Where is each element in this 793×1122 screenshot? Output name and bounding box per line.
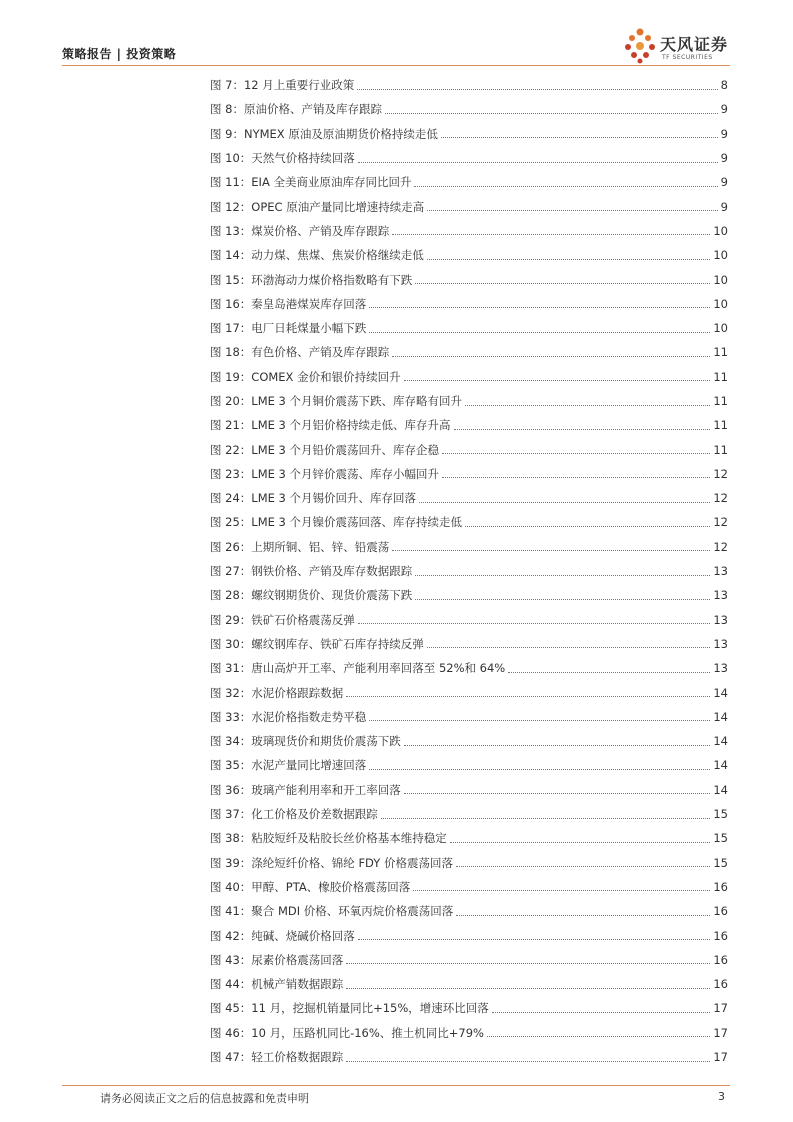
figure-index-list (210, 73, 728, 1069)
toc-entry-label: 图 17：电厂日耗煤量小幅下跌 (210, 321, 367, 336)
toc-leader-dots (381, 818, 711, 819)
toc-entry[interactable] (210, 340, 728, 364)
toc-entry-label: 图 14：动力煤、焦煤、焦炭价格继续走低 (210, 248, 424, 263)
toc-leader-dots (392, 234, 710, 235)
toc-entry-label: 图 21：LME 3 个月铝价格持续走低、库存升高 (210, 418, 451, 433)
toc-leader-dots (369, 769, 710, 770)
toc-entry-page: 15 (713, 807, 728, 822)
toc-leader-dots (413, 890, 710, 891)
toc-entry-page: 13 (713, 588, 728, 603)
toc-entry[interactable] (210, 510, 728, 534)
toc-entry-label: 图 20：LME 3 个月铜价震荡下跌、库存略有回升 (210, 394, 463, 408)
toc-entry-label: 图 10：天然气价格持续回落 (210, 151, 355, 166)
toc-entry[interactable] (210, 486, 728, 510)
toc-entry-label: 图 44：机械产销数据跟踪 (210, 977, 344, 992)
toc-entry-page: 16 (713, 928, 728, 943)
toc-entry[interactable] (210, 802, 728, 826)
toc-entry-page: 9 (720, 102, 728, 117)
toc-entry-page: 14 (713, 758, 728, 773)
toc-entry-page: 9 (720, 175, 728, 190)
toc-entry-label: 图 32：水泥价格跟踪数据 (210, 685, 344, 700)
logo-mark-icon (622, 26, 658, 66)
toc-entry-page: 10 (713, 223, 728, 238)
toc-entry-label: 图 19：COMEX 金价和银价持续回升 (210, 369, 401, 384)
toc-entry[interactable] (210, 632, 728, 656)
toc-entry-label: 图 16：秦皇岛港煤炭库存回落 (210, 296, 367, 311)
toc-entry-label: 图 42：纯碱、烧碱价格回落 (210, 928, 355, 943)
toc-leader-dots (415, 575, 710, 576)
toc-entry-page: 14 (713, 734, 728, 749)
toc-leader-dots (404, 745, 711, 746)
toc-leader-dots (441, 137, 718, 138)
toc-entry[interactable] (210, 583, 728, 607)
toc-entry-label: 图 22：LME 3 个月铅价震荡回升、库存企稳 (210, 442, 440, 457)
toc-entry[interactable] (210, 729, 728, 753)
toc-leader-dots (346, 696, 710, 697)
toc-entry[interactable] (210, 875, 728, 899)
toc-entry-label: 图 27：钢铁价格、产销及库存数据跟踪 (210, 564, 413, 579)
toc-entry[interactable] (210, 365, 728, 389)
toc-entry-label: 图 43：尿素价格震荡回落 (210, 952, 344, 967)
toc-entry-label: 图 8：原油价格、产销及库存跟踪 (210, 102, 382, 117)
toc-entry[interactable] (210, 559, 728, 583)
toc-entry-page: 11 (713, 345, 728, 360)
logo-text-cn: 天风证券 (660, 35, 729, 54)
toc-entry-label: 图 18：有色价格、产销及库存跟踪 (210, 345, 390, 360)
toc-entry[interactable] (210, 826, 728, 850)
toc-entry[interactable] (210, 122, 728, 146)
toc-entry[interactable] (210, 535, 728, 559)
toc-entry-label: 图 7：12 月上重要行业政策 (210, 78, 355, 93)
toc-entry-page: 17 (713, 1050, 728, 1065)
toc-entry[interactable] (210, 851, 728, 875)
toc-leader-dots (369, 307, 710, 308)
toc-leader-dots (427, 210, 717, 211)
toc-entry-page: 13 (713, 564, 728, 579)
toc-leader-dots (456, 866, 710, 867)
toc-entry-page: 14 (713, 782, 728, 797)
toc-entry-page: 10 (713, 248, 728, 263)
footer-disclaimer: 请务必阅读正文之后的信息披露和免责申明 (100, 1092, 309, 1105)
toc-entry[interactable] (210, 705, 728, 729)
toc-leader-dots (442, 477, 710, 478)
toc-leader-dots (465, 526, 710, 527)
toc-entry-page: 10 (713, 272, 728, 287)
toc-entry-page: 9 (720, 126, 728, 141)
toc-entry-label: 图 23：LME 3 个月锌价震荡、库存小幅回升 (210, 466, 440, 481)
toc-leader-dots (492, 1012, 711, 1013)
page-number: 3 (718, 1090, 725, 1103)
toc-entry-page: 11 (713, 442, 728, 457)
toc-entry[interactable] (210, 170, 728, 194)
toc-leader-dots (487, 1036, 710, 1037)
toc-entry[interactable] (210, 680, 728, 704)
toc-entry-label: 图 46：10 月，压路机同比-16%、推土机同比+79% (210, 1025, 484, 1040)
toc-leader-dots (419, 502, 710, 503)
toc-entry-label: 图 31：唐山高炉开工率、产能利用率回落至 52%和 64% (210, 661, 506, 676)
toc-entry-page: 13 (713, 636, 728, 651)
toc-leader-dots (392, 356, 710, 357)
toc-leader-dots (427, 259, 711, 260)
toc-entry-page: 13 (713, 661, 728, 676)
toc-entry[interactable] (210, 389, 728, 413)
logo-text-en: TF SECURITIES (662, 54, 713, 61)
toc-leader-dots (358, 162, 718, 163)
toc-entry-label: 图 34：玻璃现货价和期货价震荡下跌 (210, 734, 401, 749)
toc-entry-page: 13 (713, 612, 728, 627)
toc-entry-page: 17 (713, 1001, 728, 1016)
toc-leader-dots (392, 550, 710, 551)
toc-entry-label: 图 33：水泥价格指数走势平稳 (210, 709, 367, 724)
toc-entry-page: 14 (713, 709, 728, 724)
toc-leader-dots (346, 988, 710, 989)
toc-entry-label: 图 41：聚合 MDI 价格、环氧丙烷价格震荡回落 (210, 904, 454, 919)
toc-entry-label: 图 39：涤纶短纤价格、锦纶 FDY 价格震荡回落 (210, 855, 453, 870)
toc-entry-label: 图 45：11 月，挖掘机销量同比+15%，增速环比回落 (210, 1001, 489, 1016)
toc-entry-page: 17 (713, 1025, 728, 1040)
toc-leader-dots (450, 842, 711, 843)
toc-entry-label: 图 9：NYMEX 原油及原油期货价格持续走低 (210, 126, 438, 141)
toc-entry-label: 图 38：粘胶短纤及粘胶长丝价格基本维持稳定 (210, 831, 447, 846)
toc-entry-label: 图 40：甲醇、PTA、橡胶价格震荡回落 (210, 879, 411, 894)
toc-entry-page: 16 (713, 879, 728, 894)
toc-entry[interactable] (210, 753, 728, 777)
toc-entry-page: 12 (713, 466, 728, 481)
toc-entry-page: 14 (713, 685, 728, 700)
toc-entry-label: 图 37：化工价格及价差数据跟踪 (210, 807, 378, 822)
toc-entry-label: 图 29：铁矿石价格震荡反弹 (210, 612, 355, 627)
toc-leader-dots (404, 380, 711, 381)
toc-entry-page: 12 (713, 491, 728, 506)
toc-entry-page: 16 (713, 977, 728, 992)
toc-leader-dots (414, 186, 717, 187)
toc-entry-label: 图 25：LME 3 个月镍价震荡回落、库存持续走低 (210, 515, 463, 530)
toc-entry-label: 图 35：水泥产量同比增速回落 (210, 758, 367, 773)
toc-entry[interactable] (210, 656, 728, 680)
header-title: 策略报告 | 投资策略 (62, 47, 177, 61)
toc-entry-page: 16 (713, 904, 728, 919)
toc-leader-dots (357, 89, 717, 90)
toc-entry-page: 11 (713, 418, 728, 433)
toc-leader-dots (404, 793, 711, 794)
toc-entry-page: 11 (713, 369, 728, 384)
toc-entry[interactable] (210, 948, 728, 972)
toc-entry-label: 图 28：螺纹钢期货价、现货价震荡下跌 (210, 588, 413, 603)
toc-entry[interactable] (210, 778, 728, 802)
toc-entry-label: 图 26：上期所铜、铝、锌、铅震荡 (210, 539, 390, 554)
toc-entry[interactable] (210, 899, 728, 923)
toc-leader-dots (454, 429, 711, 430)
toc-entry[interactable] (210, 1021, 728, 1045)
toc-entry[interactable] (210, 243, 728, 267)
toc-entry-page: 10 (713, 296, 728, 311)
toc-entry-label: 图 11：EIA 全美商业原油库存同比回升 (210, 175, 412, 190)
toc-leader-dots (508, 672, 710, 673)
toc-leader-dots (415, 283, 710, 284)
toc-entry[interactable] (210, 437, 728, 461)
toc-leader-dots (358, 939, 711, 940)
toc-leader-dots (369, 332, 710, 333)
toc-entry-label: 图 15：环渤海动力煤价格指数略有下跌 (210, 272, 413, 287)
toc-entry[interactable] (210, 292, 728, 316)
toc-entry[interactable] (210, 219, 728, 243)
toc-entry-page: 15 (713, 855, 728, 870)
toc-entry-page: 9 (720, 199, 728, 214)
toc-entry-page: 15 (713, 831, 728, 846)
toc-entry-label: 图 36：玻璃产能利用率和开工率回落 (210, 782, 401, 797)
toc-entry[interactable] (210, 194, 728, 218)
toc-entry[interactable] (210, 608, 728, 632)
toc-leader-dots (427, 647, 711, 648)
toc-leader-dots (465, 405, 710, 406)
toc-entry[interactable] (210, 1045, 728, 1069)
toc-entry-page: 9 (720, 151, 728, 166)
toc-entry-label: 图 13：煤炭价格、产销及库存跟踪 (210, 223, 390, 238)
toc-entry[interactable] (210, 146, 728, 170)
toc-entry-page: 12 (713, 539, 728, 554)
toc-entry-label: 图 47：轻工价格数据跟踪 (210, 1050, 344, 1065)
toc-entry[interactable] (210, 267, 728, 291)
toc-leader-dots (346, 963, 710, 964)
toc-entry[interactable] (210, 316, 728, 340)
toc-leader-dots (369, 720, 710, 721)
toc-entry-label: 图 24：LME 3 个月锡价回升、库存回落 (210, 491, 417, 506)
toc-leader-dots (346, 1061, 710, 1062)
toc-entry-page: 11 (713, 394, 728, 408)
toc-leader-dots (415, 599, 710, 600)
toc-leader-dots (385, 113, 718, 114)
toc-entry[interactable] (210, 462, 728, 486)
toc-entry[interactable] (210, 972, 728, 996)
toc-entry-label: 图 12：OPEC 原油产量同比增速持续走高 (210, 199, 425, 214)
company-logo (622, 26, 732, 66)
toc-entry[interactable] (210, 97, 728, 121)
toc-entry-page: 16 (713, 952, 728, 967)
toc-entry-page: 8 (720, 78, 728, 93)
toc-leader-dots (358, 623, 711, 624)
toc-entry-page: 10 (713, 321, 728, 336)
toc-entry[interactable] (210, 413, 728, 437)
toc-leader-dots (442, 453, 710, 454)
toc-leader-dots (456, 915, 710, 916)
toc-entry[interactable] (210, 996, 728, 1020)
toc-entry[interactable] (210, 923, 728, 947)
footer-divider (62, 1085, 730, 1086)
toc-entry[interactable] (210, 73, 728, 97)
toc-entry-page: 12 (713, 515, 728, 530)
toc-entry-label: 图 30：螺纹钢库存、铁矿石库存持续反弹 (210, 636, 424, 651)
header-divider (62, 65, 730, 66)
